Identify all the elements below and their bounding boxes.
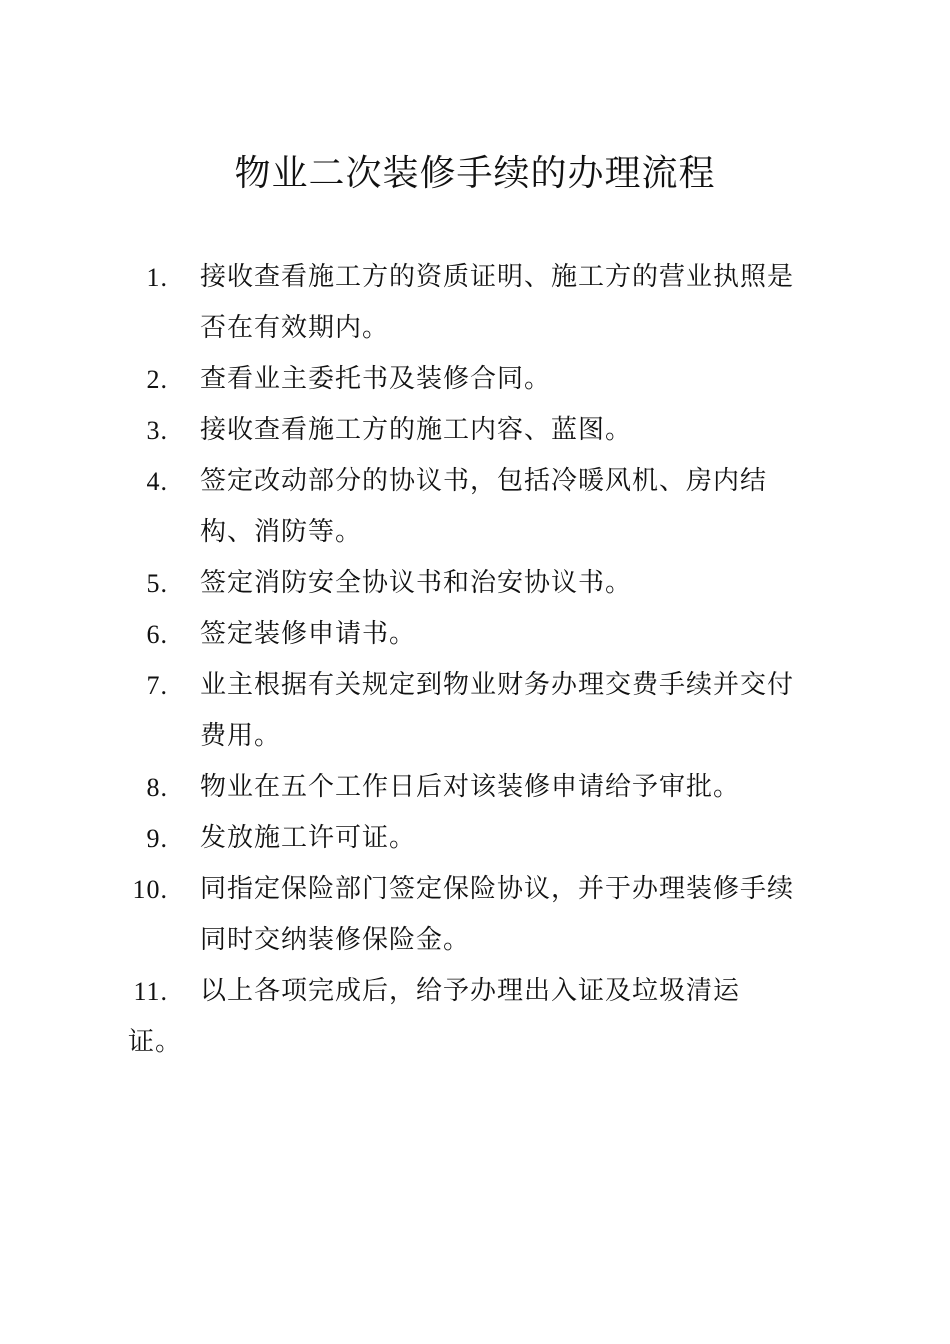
list-item	[0, 660, 808, 762]
step-number: 8.	[146, 773, 168, 802]
list-item	[0, 864, 808, 966]
step-number: 4.	[146, 467, 168, 496]
step-number: 3.	[146, 416, 168, 445]
step-number: 5.	[146, 569, 168, 598]
step-text: 查看业主委托书及装修合同。	[200, 364, 552, 394]
step-text: 同指定保险部门签定保险协议，并于办理装修手续同时交纳装修保险金。	[200, 874, 795, 955]
step-number: 1.	[146, 263, 168, 292]
list-item	[0, 558, 808, 609]
step-number: 11.	[133, 977, 168, 1006]
step-text: 接收查看施工方的资质证明、施工方的营业执照是否在有效期内。	[200, 262, 795, 343]
step-text: 签定改动部分的协议书，包括冷暖风机、房内结构、消防等。	[200, 466, 768, 547]
list-item	[0, 762, 808, 813]
document-title: 物业二次装修手续的办理流程	[234, 153, 716, 194]
step-text: 业主根据有关规定到物业财务办理交费手续并交付费用。	[200, 670, 795, 751]
step-number: 6.	[146, 620, 168, 649]
step-text: 以上各项完成后，给予办理出入证及垃圾清运	[200, 976, 741, 1006]
step-text-continuation: 证。	[128, 1027, 183, 1057]
step-number: 10.	[132, 875, 168, 904]
list-item	[0, 354, 808, 405]
step-number: 2.	[146, 365, 168, 394]
list-item	[0, 405, 808, 456]
step-text: 签定装修申请书。	[200, 619, 417, 649]
list-item	[0, 813, 808, 864]
step-text: 签定消防安全协议书和治安协议书。	[200, 568, 633, 598]
list-item	[0, 252, 808, 354]
step-text: 发放施工许可证。	[200, 823, 417, 853]
list-item	[0, 609, 808, 660]
step-number: 9.	[146, 824, 168, 853]
step-text: 物业在五个工作日后对该装修申请给予审批。	[200, 772, 741, 802]
procedure-steps-list	[0, 252, 950, 1017]
step-text: 接收查看施工方的施工内容、蓝图。	[200, 415, 633, 445]
step-number: 7.	[146, 671, 168, 700]
list-item	[0, 456, 808, 558]
list-item	[0, 966, 808, 1017]
